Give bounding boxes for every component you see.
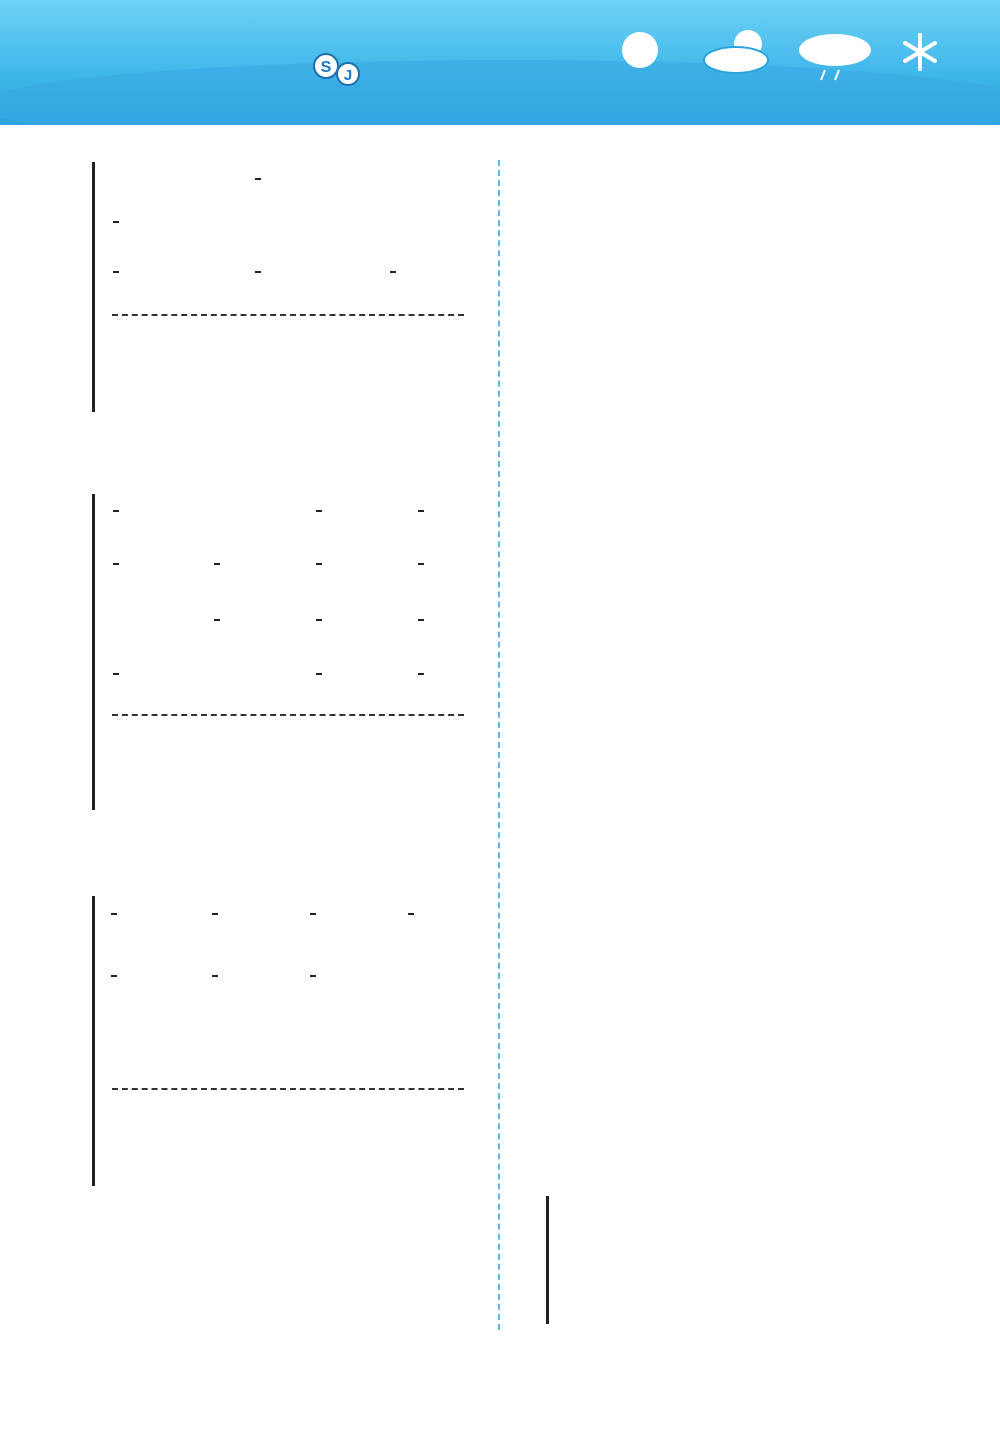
answer-cell (111, 962, 117, 981)
numerator (111, 974, 117, 977)
answer-cell (113, 208, 119, 227)
numerator (408, 912, 414, 915)
rain-cloud-icon (795, 28, 875, 84)
fraction (390, 270, 396, 274)
answer-cell (316, 550, 322, 569)
answer-cell (310, 962, 316, 981)
numerator (316, 562, 322, 565)
page-header-banner (0, 0, 1000, 125)
numerator (316, 672, 322, 675)
sj-badge-icon (312, 52, 364, 86)
answer-cell (408, 900, 414, 919)
bracket-line (92, 896, 95, 1186)
fraction (214, 562, 220, 566)
numerator (212, 912, 218, 915)
numerator (418, 562, 424, 565)
numerator (113, 220, 119, 223)
answer-cell (418, 550, 424, 569)
watermark (710, 1355, 990, 1435)
dashed-separator (112, 714, 464, 716)
fraction (255, 177, 261, 181)
fraction (316, 672, 322, 676)
answer-cell (113, 660, 119, 679)
fraction (418, 509, 424, 513)
numerator (316, 509, 322, 512)
fraction (408, 912, 414, 916)
answer-cell (418, 606, 424, 625)
answer-cell (390, 258, 396, 277)
fraction (111, 974, 117, 978)
answer-cell (214, 606, 220, 625)
bracket-line (92, 162, 95, 412)
answer-cell (212, 962, 218, 981)
numerator (113, 509, 119, 512)
column-divider (498, 160, 500, 1330)
answer-cell (255, 165, 261, 184)
dashed-separator (112, 1088, 464, 1090)
numerator (310, 912, 316, 915)
answer-cell (316, 606, 322, 625)
numerator (316, 618, 322, 621)
partly-cloudy-icon (700, 26, 778, 76)
fraction (310, 974, 316, 978)
numerator (113, 270, 119, 273)
numerator (111, 912, 117, 915)
fraction (113, 562, 119, 566)
fraction (111, 912, 117, 916)
fraction (255, 270, 261, 274)
fraction (316, 562, 322, 566)
bracket-line (92, 494, 95, 810)
header-title (92, 58, 111, 83)
fraction (113, 509, 119, 513)
answer-cell (255, 258, 261, 277)
numerator (390, 270, 396, 273)
fraction (316, 509, 322, 513)
bracket-line (546, 1196, 549, 1324)
fraction (113, 270, 119, 274)
answer-cell (310, 900, 316, 919)
dashed-separator (112, 314, 464, 316)
answer-cell (214, 550, 220, 569)
fraction (310, 912, 316, 916)
svg-text:J: J (343, 67, 353, 84)
answer-cell (113, 258, 119, 277)
fraction (212, 912, 218, 916)
fraction (113, 220, 119, 224)
svg-text:S: S (320, 59, 332, 76)
sun-icon (620, 30, 660, 70)
answer-cell (111, 900, 117, 919)
numerator (113, 672, 119, 675)
snowflake-icon (900, 32, 940, 72)
answer-cell (212, 900, 218, 919)
numerator (214, 618, 220, 621)
fraction (212, 974, 218, 978)
numerator (418, 509, 424, 512)
numerator (310, 974, 316, 977)
answer-cell (418, 660, 424, 679)
fraction (316, 618, 322, 622)
numerator (255, 270, 261, 273)
numerator (113, 562, 119, 565)
numerator (418, 618, 424, 621)
numerator (214, 562, 220, 565)
fraction (214, 618, 220, 622)
fraction (418, 562, 424, 566)
numerator (418, 672, 424, 675)
answer-cell (316, 660, 322, 679)
numerator (212, 974, 218, 977)
numerator (255, 177, 261, 180)
fraction (418, 672, 424, 676)
answer-cell (418, 497, 424, 516)
answer-cell (316, 497, 322, 516)
fraction (418, 618, 424, 622)
fraction (113, 672, 119, 676)
answer-cell (113, 550, 119, 569)
answer-cell (113, 497, 119, 516)
